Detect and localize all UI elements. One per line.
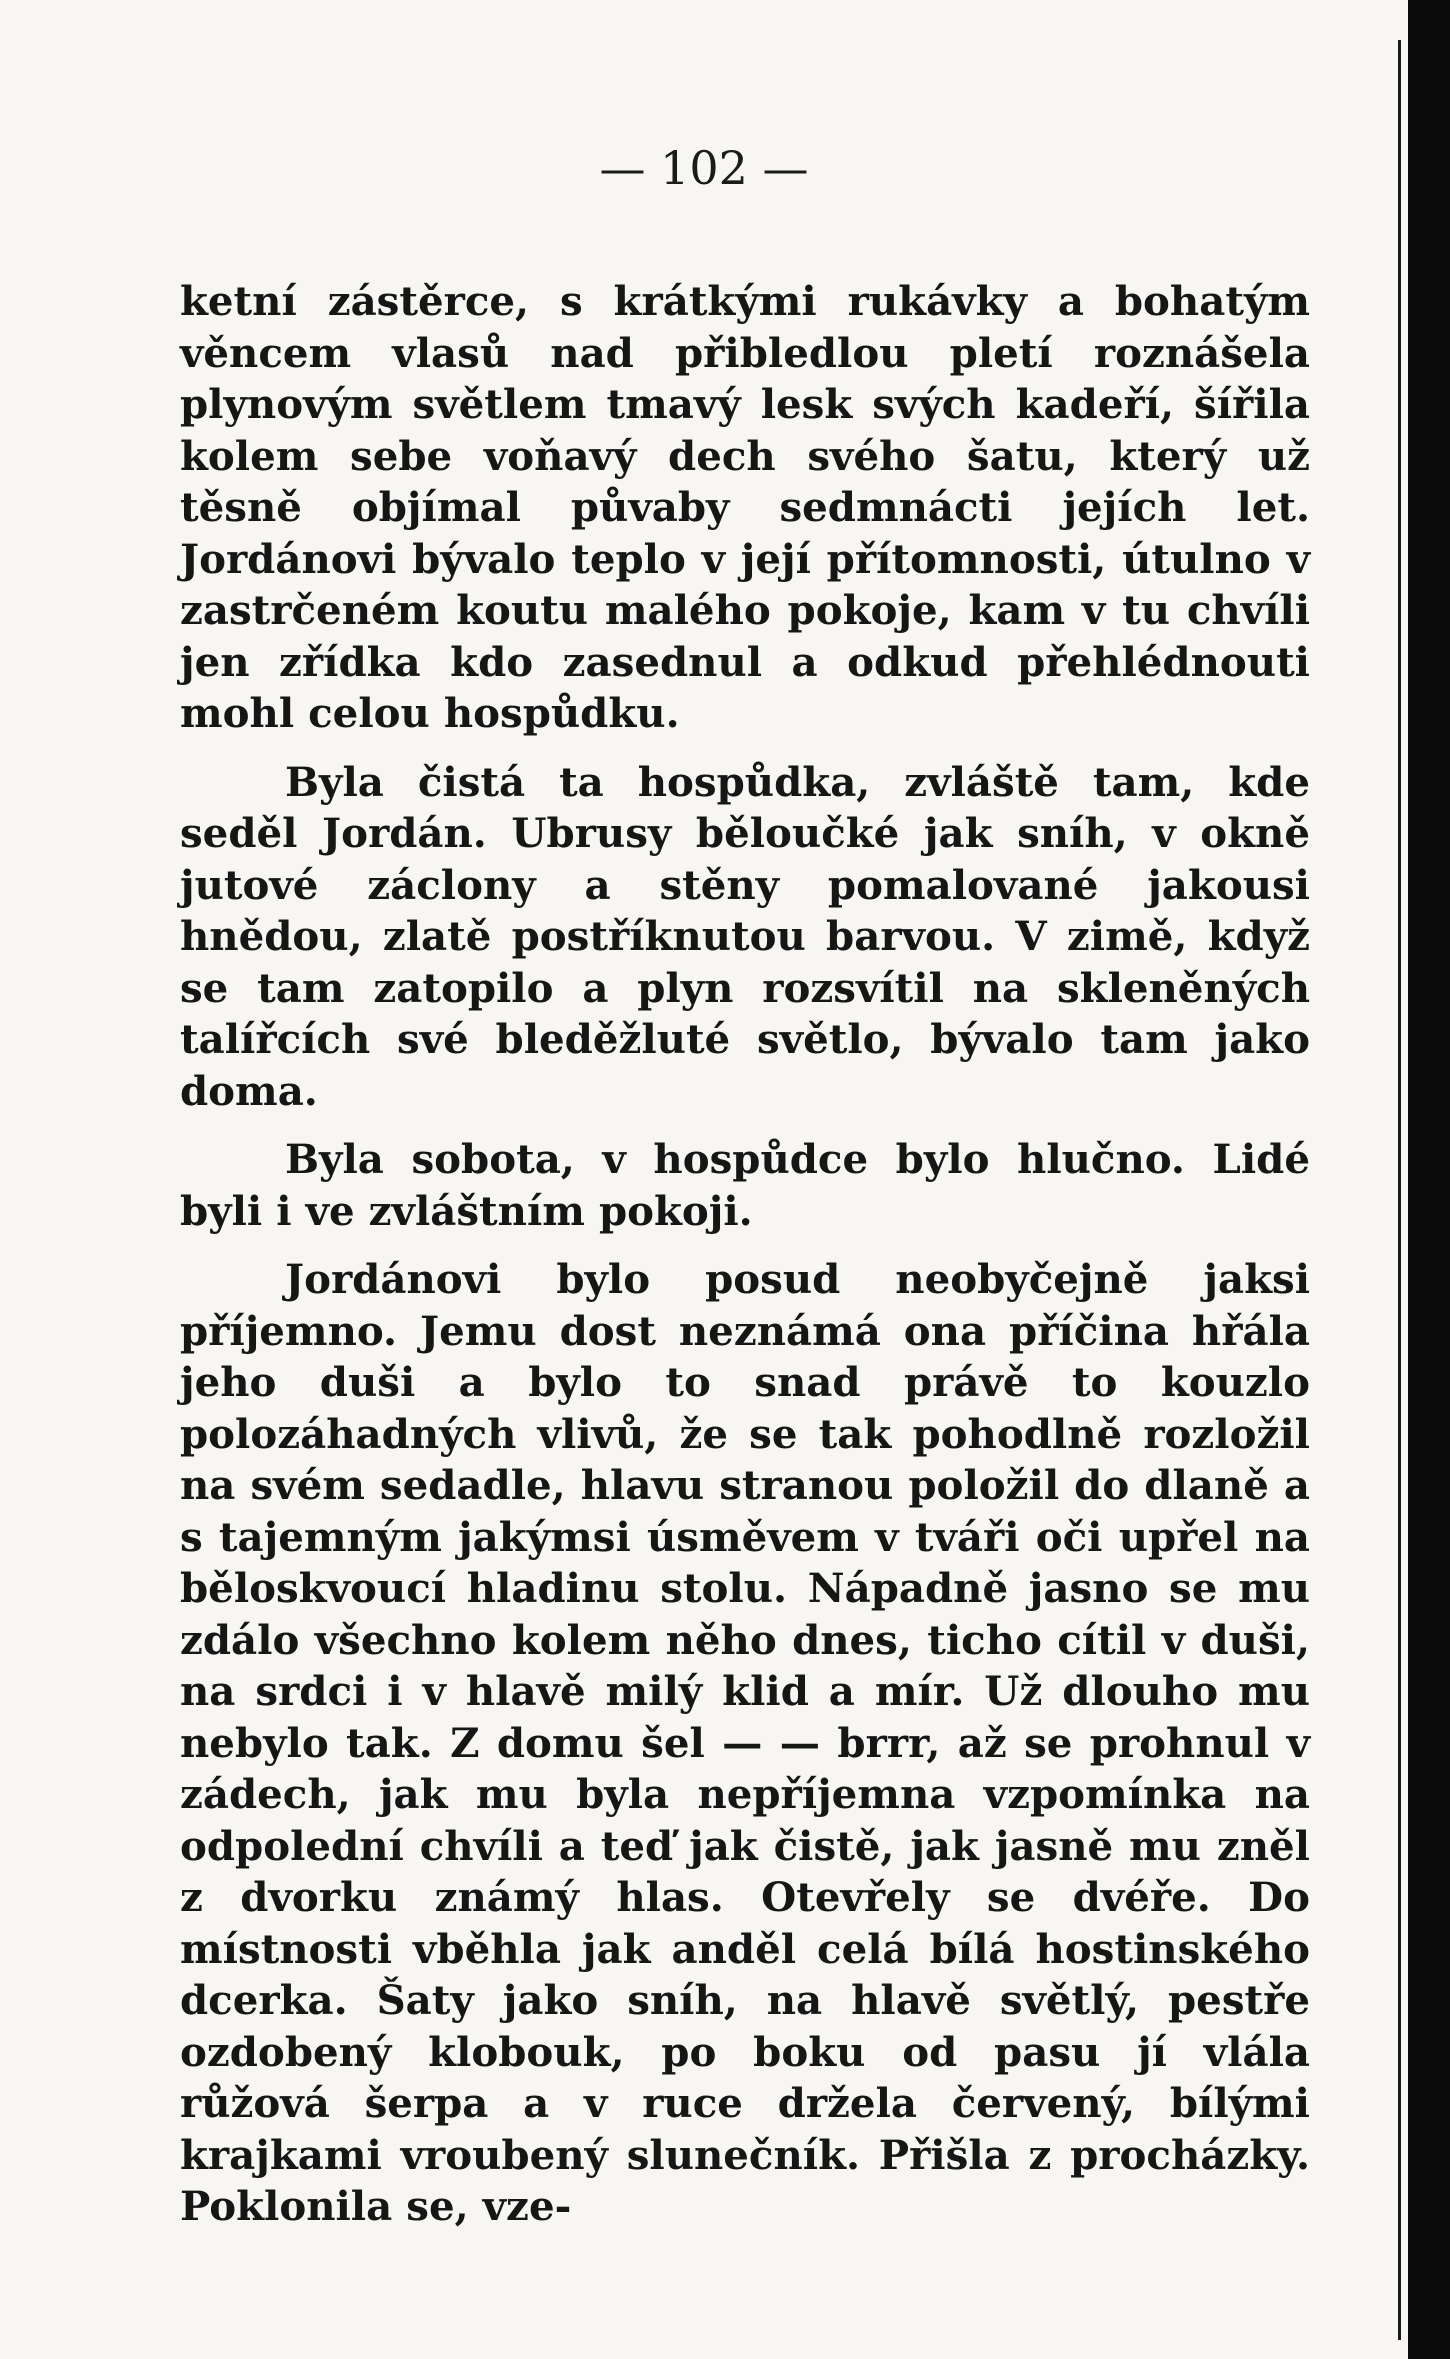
page-number: — 102 — [599, 141, 809, 195]
paragraph-3: Byla sobota, v hospůdce bylo hlučno. Lidé byli i ve zvláštním pokoji. [180, 1135, 1310, 1235]
page-edge-line [1398, 40, 1401, 2340]
paragraph-2: Byla čistá ta hospůdka, zvláště tam, kde seděl Jordán. Ubrusy bělоučké jak sníh, v okně jutové záclony a stěny pomalované jakousi hnědou, zlatě postříknutou barvou. V zimě, když se tam zatopilo a plyn rozsvítil na skleněných talířcích své bleděžluté světlo, bývalo tam jako doma. [180, 757, 1310, 1115]
page-body [180, 276, 1310, 2233]
paragraph-4: Jordánovi bylo posud neobyčejně jaksi příjemno. Jemu dost neznámá ona příčina hřála jeho duši a bylo to snad právě to kouzlo polozáhadných vlivů, že se tak pohodlně rozložil na svém sedadle, hlavu stranou položil do dlaně a s tajemným jakýmsi úsměvem v tváři oči upřel na běloskvoucí hladinu stolu. Nápadně jasno se mu zdálo všechno kolem něho dnes, ticho cítil v duši, na srdci i v hlavě milý klid a mír. Už dlouho mu nebylo tak. Z domu šel — — brrr, až se prohnul v zádech, jak mu byla nepříjemna vzpomínka na odpolední chvíli a teď jak čistě, jak jasně mu zněl z dvorku známý hlas. Otevřely se dvéře. Do místnosti vběhla jak anděl celá bílá hostinského dcerka. Šaty jako sníh, na hlavě světlý, pestře ozdobený klobouk, po boku od pasu jí vlála růžová šerpa a v ruce držela červený, bílými krajkami vroubený slunečník. Přišla z procházky. Poklonila se, vze- [180, 1255, 1310, 2230]
scan-border [1408, 0, 1450, 2359]
paragraph-1: ketní zástěrce, s krátkými rukávky a bohatým věncem vlasů nad přibledlou pletí roznášela plynovým světlem tmavý lesk svých kadeří, šířila kolem sebe voňavý dech svého šatu, který už těsně objímal půvaby sedmnácti jejích let. Jordánovi bývalo teplo v její přítomnosti, útulno v zastrčeném koutu malého pokoje, kam v tu chvíli jen zřídka kdo zasednul a odkud přehlédnouti mohl celou hospůdku. [180, 277, 1310, 737]
